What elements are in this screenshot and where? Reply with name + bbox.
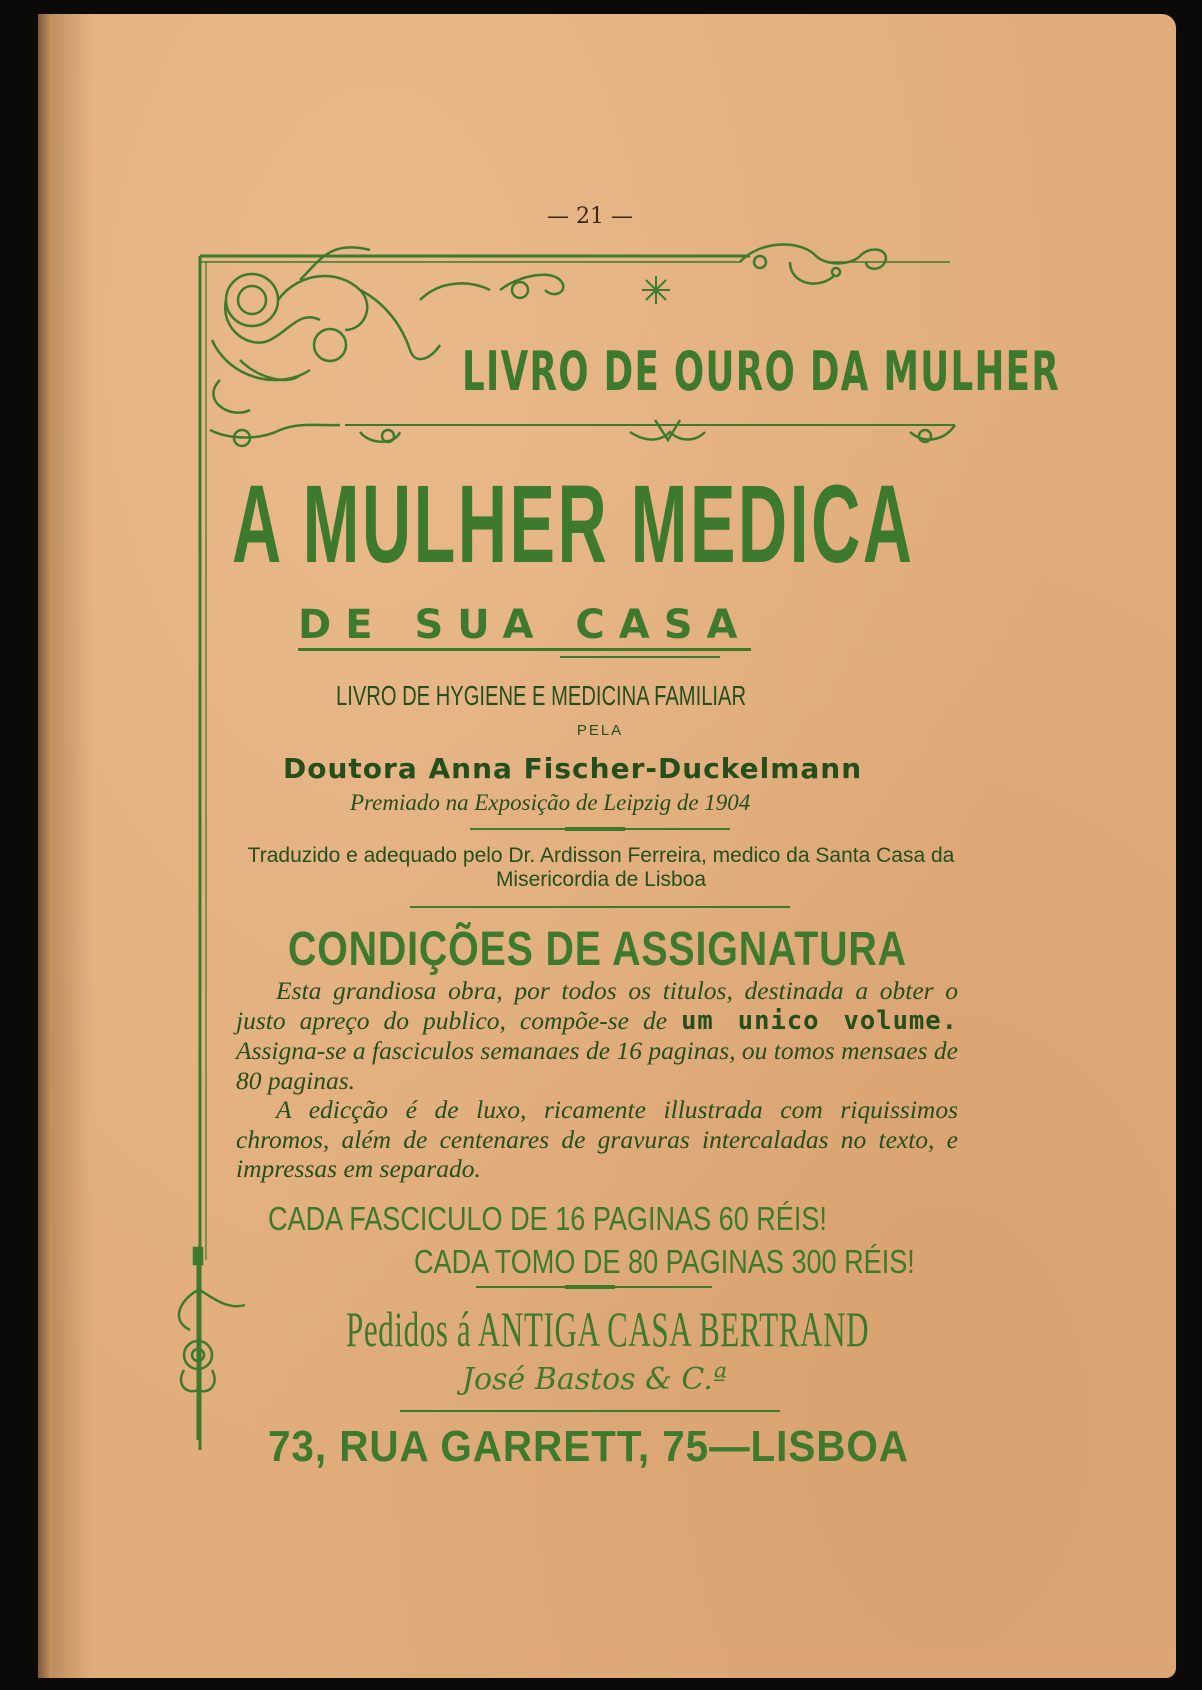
page-number: — 21 — <box>547 204 633 229</box>
translator-credit: Traduzido e adequado pelo Dr. Ardisson Ferreira, medico da Santa Casa da Misericordia de Lisboa <box>247 844 955 891</box>
address-line: 73, RUA GARRETT, 75—LISBOA <box>268 1422 909 1471</box>
divider-rule <box>400 1410 780 1412</box>
award-note: Premiado na Exposição de Leipzig de 1904 <box>350 790 751 815</box>
divider-rule-center <box>565 1285 615 1289</box>
body-p2: A edicção é de luxo, ricamente illustrada com riquissimos chromos, além de centenares de gravuras intercaladas no texto, e impressas em separado. <box>236 1095 958 1183</box>
divider-rule <box>560 656 720 658</box>
body-p1-end: Assigna-se a fasciculos semanaes de 16 paginas, ou tomos mensaes de 80 paginas. <box>236 1036 958 1095</box>
subtitle-text: DE SUA CASA <box>298 602 751 651</box>
price-volume: CADA TOMO DE 80 PAGINAS 300 RÉIS! <box>414 1243 915 1280</box>
subscription-text <box>236 976 958 1184</box>
subtitle <box>298 602 751 648</box>
author-name: Doutora Anna Fischer-Duckelmann <box>283 752 863 785</box>
price-fascicle: CADA FASCICULO DE 16 PAGINAS 60 RÉIS! <box>268 1200 827 1237</box>
body-p1-bold: um unico volume. <box>681 1005 958 1036</box>
main-title: A MULHER MEDICA <box>232 463 915 586</box>
divider-rule <box>410 906 790 908</box>
conditions-heading: CONDIÇÕES DE ASSIGNATURA <box>288 923 907 976</box>
body-p1-start: Esta grandiosa obra, por todos os titulos, destinada a obter o justo apreço do publico, compõe-se de <box>236 976 958 1035</box>
series-title: LIVRO DE OURO DA MULHER <box>462 340 1061 403</box>
book-description: LIVRO DE HYGIENE E MEDICINA FAMILIAR <box>336 680 747 711</box>
orders-line: Pedidos á ANTIGA CASA BERTRAND <box>346 1301 870 1357</box>
divider-rule-center <box>565 827 625 831</box>
by-label: PELA <box>576 722 624 739</box>
publisher-name: José Bastos & C.ª <box>462 1362 728 1397</box>
